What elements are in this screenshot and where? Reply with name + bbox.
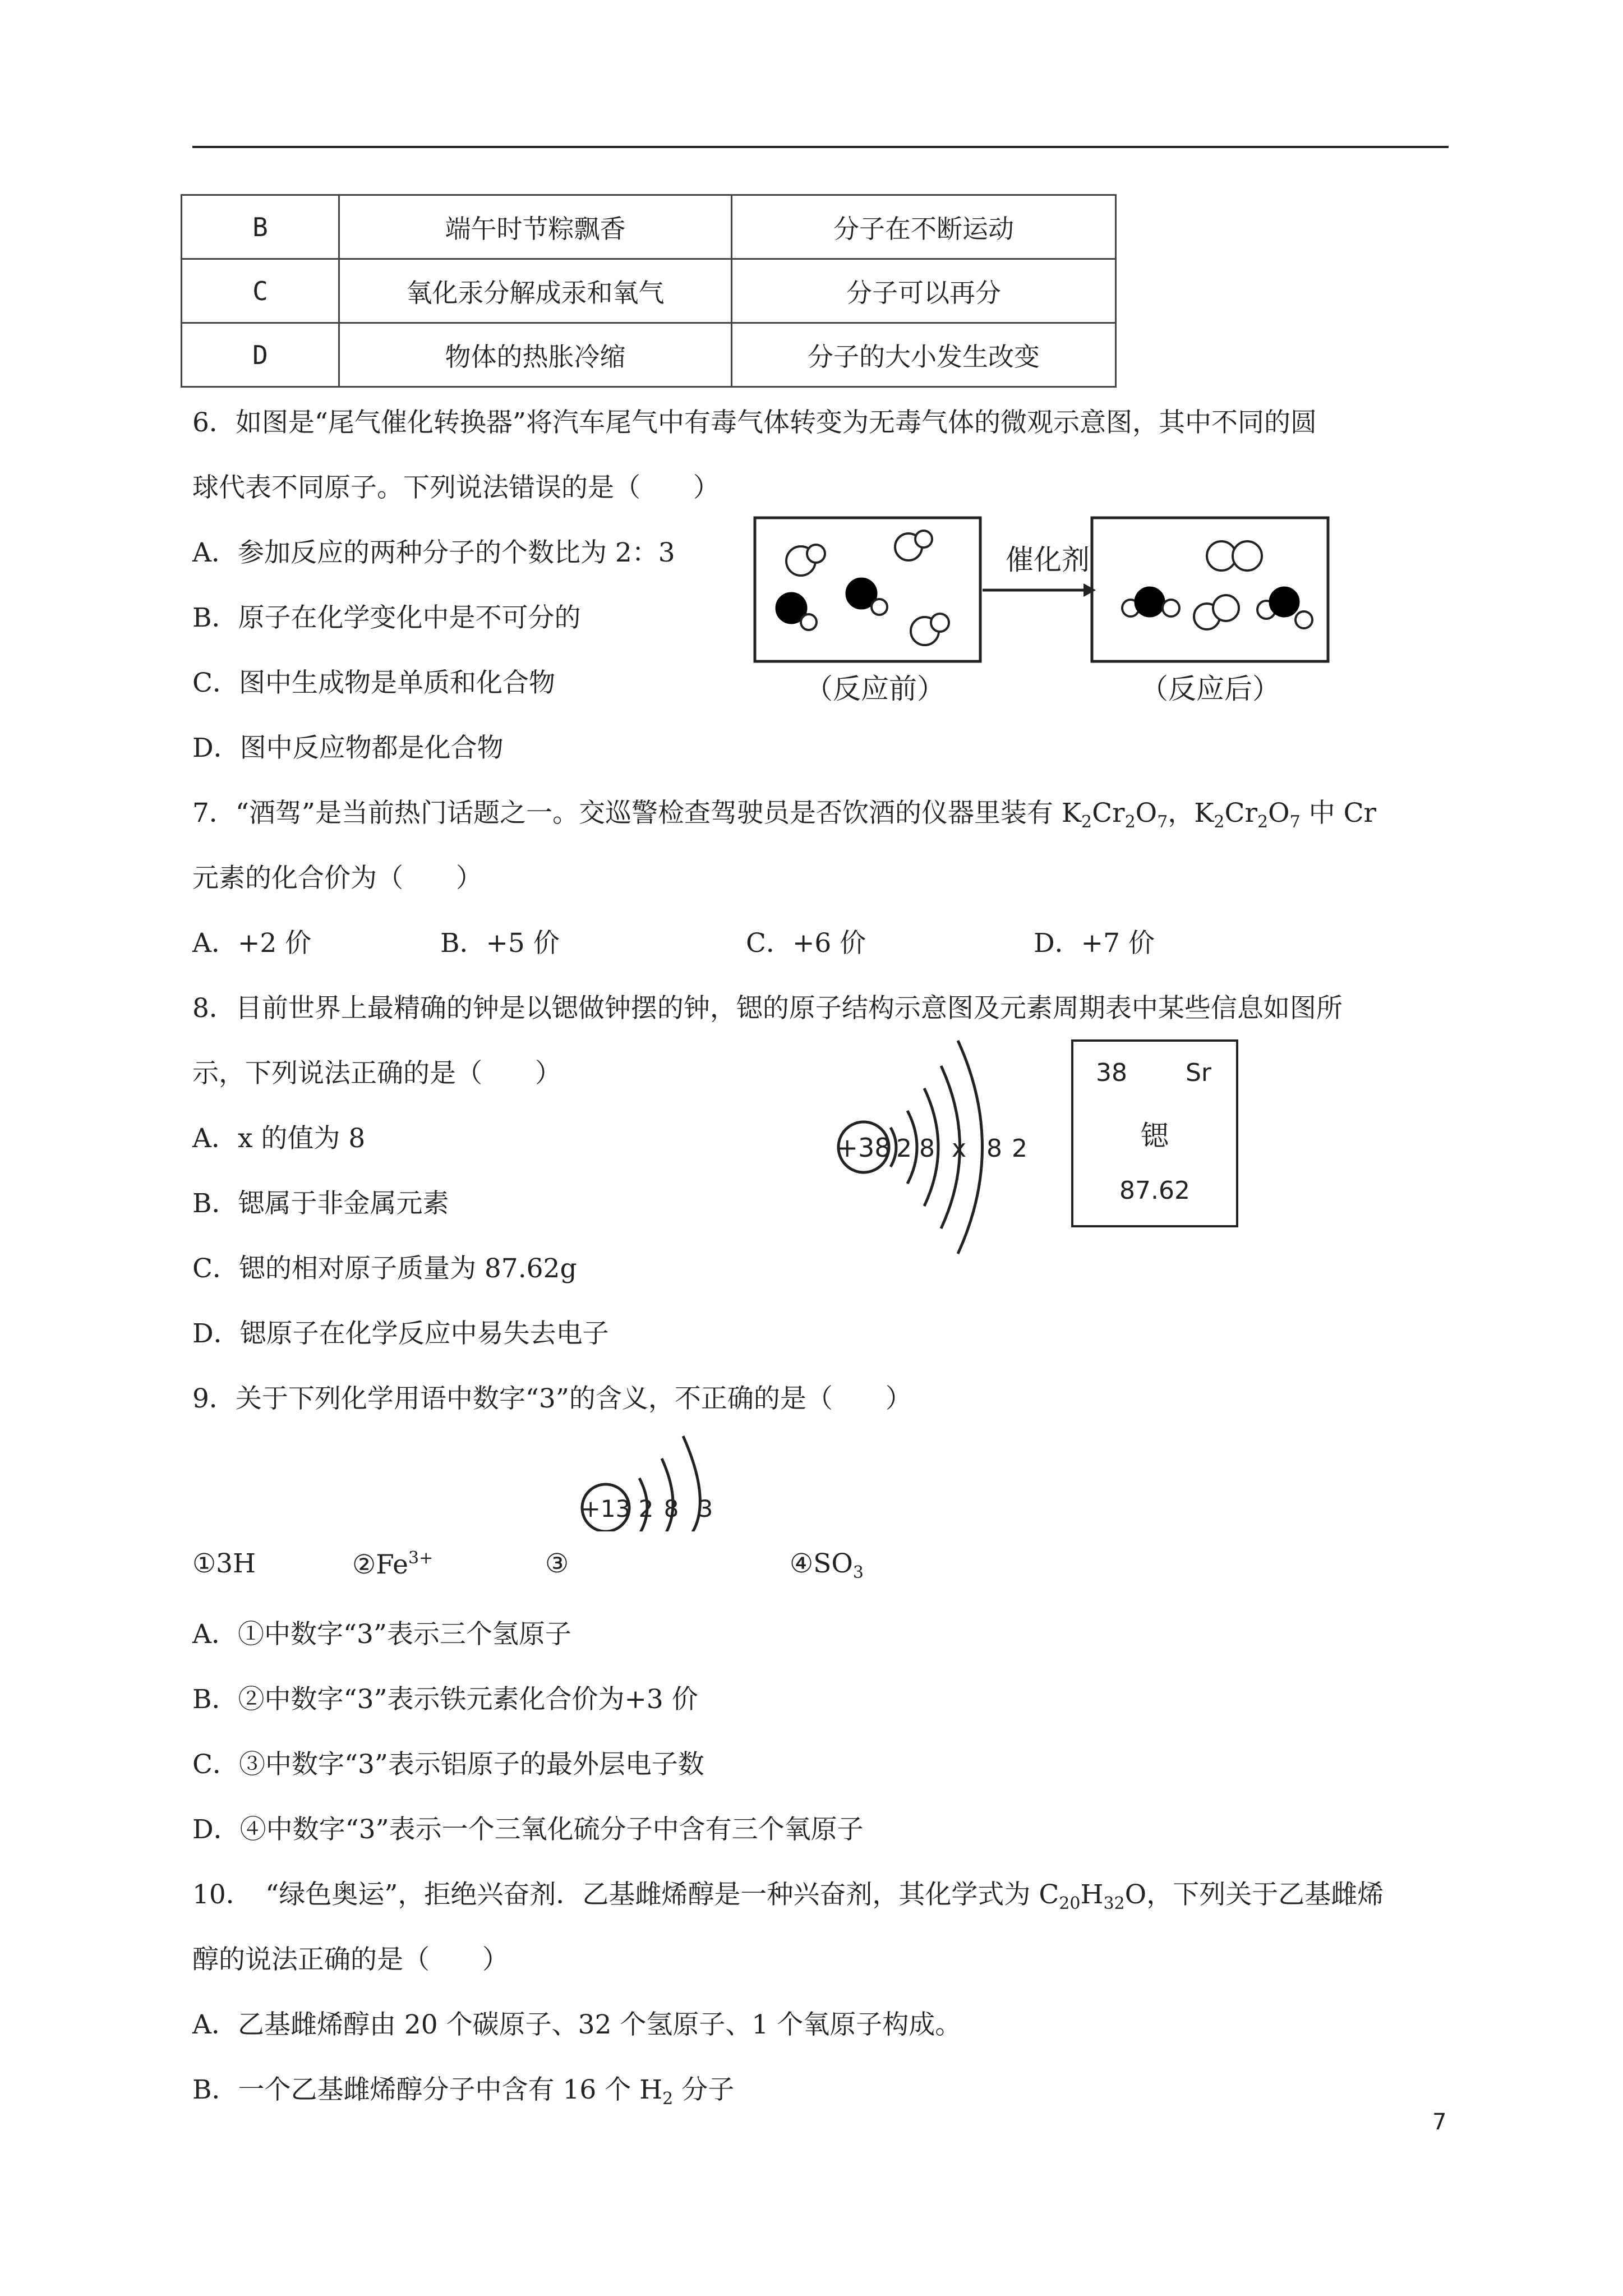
table-cell: D — [182, 323, 339, 387]
q6-stem-line2: 球代表不同原子。下列说法错误的是（ ） — [192, 472, 720, 503]
q6-option-d: D．图中反应物都是化合物 — [192, 733, 504, 763]
white-atom — [872, 599, 887, 615]
options-table — [181, 194, 1117, 388]
formula-subscript: 2 — [1124, 812, 1136, 832]
q10-stem-line2: 醇的说法正确的是（ ） — [192, 1944, 509, 1975]
q8-option-d: D．锶原子在化学反应中易失去电子 — [192, 1318, 609, 1349]
q8-option-c: C．锶的相对原子质量为 87.62g — [192, 1253, 577, 1284]
nucleus-charge: +13 — [580, 1495, 631, 1522]
shell-count: x — [951, 1134, 967, 1163]
element-symbol: Sr — [1186, 1059, 1212, 1087]
white-atom — [1295, 611, 1312, 628]
table-row — [182, 323, 1116, 387]
q9-item-4-text: ④SO — [790, 1548, 853, 1579]
q9-option-a: A．①中数字“3”表示三个氢原子 — [192, 1619, 571, 1650]
white-atom — [915, 531, 932, 547]
white-atom — [801, 614, 817, 630]
formula-part: Cr — [1092, 798, 1125, 829]
formula-subscript: 2 — [1081, 812, 1092, 832]
formula-part: H — [1080, 1879, 1104, 1910]
q6-option-b: B．原子在化学变化中是不可分的 — [192, 602, 581, 633]
q8-option-b: B．锶属于非金属元素 — [192, 1188, 449, 1219]
element-name: 锶 — [1141, 1120, 1169, 1152]
q8-option-a: A．x 的值为 8 — [192, 1123, 366, 1154]
formula-subscript: 2 — [1257, 812, 1269, 832]
reaction-diagram — [746, 513, 1340, 721]
q10-text-b: ，下列关于乙基雌烯 — [1146, 1879, 1384, 1910]
formula-subscript: 7 — [1289, 812, 1301, 832]
table-cell: 分子在不断运动 — [732, 195, 1116, 259]
atomic-mass: 87.62 — [1119, 1176, 1190, 1205]
q7-stem-line1 — [192, 792, 1376, 832]
formula-part: K — [1061, 798, 1082, 829]
table-row — [182, 259, 1116, 323]
formula-subscript: 20 — [1059, 1894, 1081, 1913]
q8-stem-line1: 8．目前世界上最精确的钟是以锶做钟摆的钟，锶的原子结构示意图及元素周期表中某些信息如图所 — [192, 993, 1343, 1024]
table-cell: 分子的大小发生改变 — [732, 323, 1116, 387]
white-atom — [931, 614, 949, 632]
black-atom — [1135, 587, 1164, 616]
black-atom — [1270, 587, 1299, 616]
formula-subscript: 2 — [662, 2089, 674, 2109]
element-tile — [1071, 1039, 1238, 1227]
table-cell: B — [182, 195, 339, 259]
q9-option-b: B．②中数字“3”表示铁元素化合价为+3 价 — [192, 1684, 698, 1715]
catalyst-label: 催化剂 — [1006, 544, 1090, 576]
header-rule — [192, 146, 1449, 148]
q6-option-a: A．参加反应的两种分子的个数比为 2：3 — [192, 537, 675, 568]
page-number: 7 — [1432, 2109, 1447, 2135]
strontium-atom-diagram — [830, 1015, 1038, 1273]
before-label: （反应前） — [805, 673, 945, 705]
q7-option-b: B．+5 价 — [440, 928, 560, 959]
q7-stem-line2: 元素的化合价为（ ） — [192, 863, 482, 894]
q8-stem-line2: 示，下列说法正确的是（ ） — [192, 1058, 561, 1089]
q9-item-4 — [790, 1548, 864, 1582]
q9-stem: 9．关于下列化学用语中数字“3”的含义，不正确的是（ ） — [192, 1383, 912, 1414]
formula-part: H — [639, 2074, 663, 2105]
q7-text-b: 中 Cr — [1300, 798, 1376, 829]
aluminum-atom-diagram — [572, 1419, 729, 1531]
q7-option-a: A．+2 价 — [192, 928, 312, 959]
nucleus-charge: +38 — [836, 1133, 891, 1163]
atomic-number: 38 — [1096, 1059, 1127, 1087]
shell-count: 2 — [1012, 1134, 1027, 1163]
formula-part: O — [1268, 798, 1290, 829]
q10-option-b-tail: 分子 — [673, 2074, 735, 2105]
shell-count: 8 — [986, 1134, 1002, 1163]
formula-superscript: 3+ — [408, 1548, 434, 1568]
white-atom — [1163, 600, 1179, 616]
q9-item-1: ①3H — [192, 1548, 256, 1579]
q9-item-2 — [352, 1548, 433, 1580]
q9-option-d: D．④中数字“3”表示一个三氧化硫分子中含有三个氧原子 — [192, 1814, 864, 1845]
q10-option-b-text: B．一个乙基雌烯醇分子中含有 16 个 — [192, 2074, 640, 2105]
q7-separator: ， — [1168, 798, 1195, 829]
formula-part: O — [1135, 798, 1158, 829]
q7-option-c: C．+6 价 — [746, 928, 866, 959]
formula-part: C — [1039, 1879, 1059, 1910]
formula-subscript: 3 — [852, 1563, 864, 1582]
q10-stem-line1 — [192, 1874, 1384, 1913]
q6-option-c: C．图中生成物是单质和化合物 — [192, 668, 555, 698]
after-label: （反应后） — [1140, 673, 1280, 705]
table-cell: 端午时节粽飘香 — [339, 195, 732, 259]
q7-option-d: D．+7 价 — [1034, 928, 1155, 959]
q6-stem-line1: 6．如图是“尾气催化转换器”将汽车尾气中有毒气体转变为无毒气体的微观示意图，其中不同的圆 — [192, 407, 1317, 438]
q10-option-b — [192, 2069, 734, 2109]
formula-subscript: 32 — [1103, 1894, 1125, 1913]
formula-part: Cr — [1224, 798, 1257, 829]
formula-subscript: 2 — [1214, 812, 1225, 832]
shell-count: 8 — [919, 1134, 935, 1163]
table-cell: 分子可以再分 — [732, 259, 1116, 323]
table-cell: C — [182, 259, 339, 323]
formula-part: K — [1194, 798, 1214, 829]
white-atom — [1213, 595, 1239, 621]
formula-subscript: 7 — [1157, 812, 1168, 832]
table-cell: 物体的热胀冷缩 — [339, 323, 732, 387]
shell-count: 2 — [638, 1495, 654, 1522]
white-atom — [1233, 541, 1262, 570]
white-atom — [807, 545, 825, 563]
shell-count: 3 — [698, 1495, 713, 1522]
shell-count: 8 — [663, 1495, 679, 1522]
shell-count: 2 — [896, 1134, 912, 1163]
q10-text-a: 10． “绿色奥运”，拒绝兴奋剂．乙基雌烯醇是一种兴奋剂，其化学式为 — [192, 1879, 1039, 1910]
q9-item-3: ③ — [545, 1548, 569, 1579]
formula-part: O — [1124, 1879, 1147, 1910]
table-cell: 氧化汞分解成汞和氧气 — [339, 259, 732, 323]
table-row — [182, 195, 1116, 259]
q10-option-a: A．乙基雌烯醇由 20 个碳原子、32 个氢原子、1 个氧原子构成。 — [192, 2009, 962, 2040]
q9-option-c: C．③中数字“3”表示铝原子的最外层电子数 — [192, 1749, 704, 1780]
q9-item-2-text: ②Fe — [352, 1549, 408, 1580]
q7-text-a: 7．“酒驾”是当前热门话题之一。交巡警检查驾驶员是否饮酒的仪器里装有 — [192, 798, 1062, 829]
arrow-icon — [1083, 583, 1096, 597]
